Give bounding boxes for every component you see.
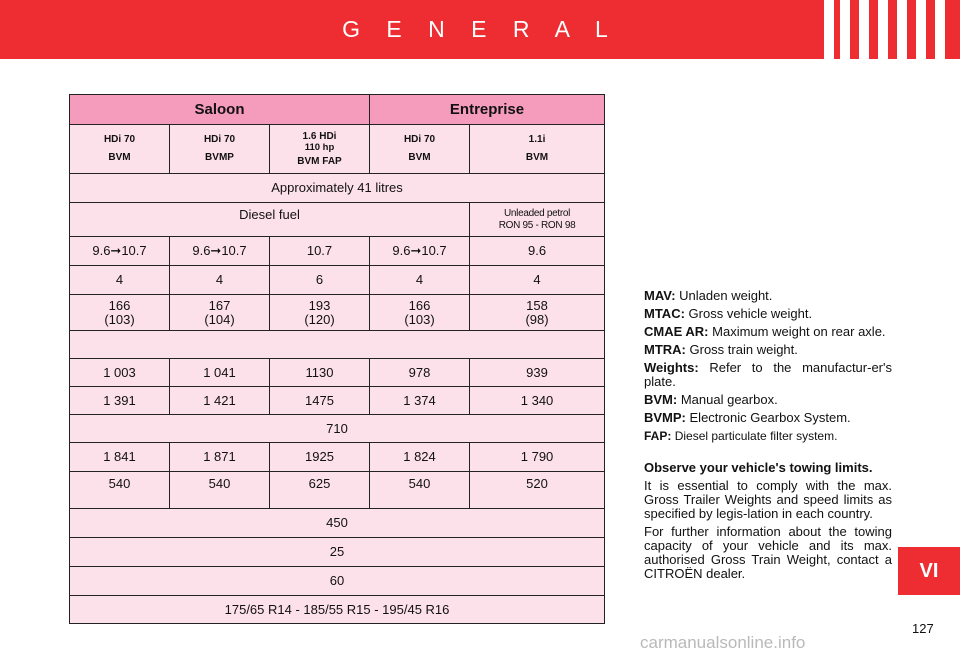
page-number: 127 bbox=[912, 621, 934, 636]
header-stripe bbox=[824, 0, 834, 59]
table-row bbox=[70, 567, 605, 596]
note-item: FAP: Diesel particulate filter system. bbox=[644, 429, 838, 443]
towing-paragraph: For further information about the towing capacity of your vehicle and its max. authorised Gross Train Weight, contact a CITROËN dealer. bbox=[644, 524, 892, 581]
table-row bbox=[70, 472, 605, 509]
group-entreprise: Entreprise bbox=[370, 95, 605, 125]
table-cell: 1 003 bbox=[70, 359, 170, 387]
fuel-row bbox=[70, 203, 605, 237]
variant-cell: HDi 70 BVMP bbox=[170, 125, 270, 174]
table-cell: 1 790 bbox=[470, 443, 605, 472]
table-cell: 9.6➞10.7 bbox=[70, 237, 170, 266]
table-row bbox=[70, 359, 605, 387]
towing-paragraph: It is essential to comply with the max. Gross Trailer Weights and speed limits as specified by legis-lation in each country. bbox=[644, 478, 892, 521]
header-stripe bbox=[878, 0, 888, 59]
table-cell: 166 (103) bbox=[70, 295, 170, 331]
table-cell: 1 871 bbox=[170, 443, 270, 472]
table-cell: 540 bbox=[70, 472, 170, 509]
table-cell: 1925 bbox=[270, 443, 370, 472]
note-item: MTRA: Gross train weight. bbox=[644, 342, 798, 357]
table-cell: 10.7 bbox=[270, 237, 370, 266]
header-stripe bbox=[897, 0, 907, 59]
table-cell: 1475 bbox=[270, 387, 370, 415]
table-cell: 1 391 bbox=[70, 387, 170, 415]
table-cell: 9.6➞10.7 bbox=[170, 237, 270, 266]
table-cell: 450 bbox=[70, 509, 605, 538]
table-cell: 939 bbox=[470, 359, 605, 387]
empty-row bbox=[70, 331, 605, 359]
table-cell: 1 041 bbox=[170, 359, 270, 387]
note-item: CMAE AR: Maximum weight on rear axle. bbox=[644, 324, 886, 339]
variant-cell: HDi 70 BVM bbox=[70, 125, 170, 174]
note-item: BVMP: Electronic Gearbox System. bbox=[644, 410, 851, 425]
table-row bbox=[70, 509, 605, 538]
table-cell: 4 bbox=[70, 266, 170, 295]
table-row bbox=[70, 415, 605, 443]
table-row bbox=[70, 443, 605, 472]
table-cell: 167 (104) bbox=[170, 295, 270, 331]
towing-title: Observe your vehicle's towing limits. bbox=[644, 460, 873, 475]
note-item: MTAC: Gross vehicle weight. bbox=[644, 306, 813, 321]
table-cell: 4 bbox=[370, 266, 470, 295]
table-cell: 520 bbox=[470, 472, 605, 509]
variant-cell: 1.6 HDi 110 hp BVM FAP bbox=[270, 125, 370, 174]
table-row bbox=[70, 295, 605, 331]
empty-cell bbox=[70, 331, 605, 359]
table-row bbox=[70, 237, 605, 266]
header-stripe bbox=[916, 0, 926, 59]
table-cell: 540 bbox=[370, 472, 470, 509]
table-cell: 6 bbox=[270, 266, 370, 295]
page-header bbox=[0, 0, 960, 59]
variant-row bbox=[70, 125, 605, 174]
fuel-diesel-cell: Diesel fuel bbox=[70, 203, 470, 237]
tyres-row bbox=[70, 596, 605, 624]
table-cell: 4 bbox=[170, 266, 270, 295]
header-stripe bbox=[935, 0, 945, 59]
header-stripe bbox=[840, 0, 850, 59]
note-item: MAV: Unladen weight. bbox=[644, 288, 773, 303]
table-cell: 1 374 bbox=[370, 387, 470, 415]
table-cell: 1130 bbox=[270, 359, 370, 387]
chapter-tab: VI bbox=[898, 547, 960, 595]
note-item: BVM: Manual gearbox. bbox=[644, 392, 778, 407]
table-row bbox=[70, 266, 605, 295]
variant-cell: HDi 70 BVM bbox=[370, 125, 470, 174]
abbreviation-notes bbox=[644, 289, 892, 585]
table-cell: 9.6➞10.7 bbox=[370, 237, 470, 266]
table-cell: 9.6 bbox=[470, 237, 605, 266]
section-title: G E N E R A L bbox=[342, 16, 618, 42]
specifications-table bbox=[69, 94, 605, 624]
table-row bbox=[70, 538, 605, 567]
fuel-petrol-cell: Unleaded petrol RON 95 - RON 98 bbox=[470, 203, 605, 237]
note-item: Weights: Refer to the manufactur-er's plate. bbox=[644, 360, 892, 389]
table-cell: 166 (103) bbox=[370, 295, 470, 331]
table-cell: 540 bbox=[170, 472, 270, 509]
tyres-cell: 175/65 R14 - 185/55 R15 - 195/45 R16 bbox=[70, 596, 605, 624]
table-cell: 625 bbox=[270, 472, 370, 509]
table-cell: 158 (98) bbox=[470, 295, 605, 331]
header-stripe bbox=[859, 0, 869, 59]
capacity-row bbox=[70, 174, 605, 203]
table-cell: 710 bbox=[70, 415, 605, 443]
table-cell: 1 421 bbox=[170, 387, 270, 415]
table-cell: 60 bbox=[70, 567, 605, 596]
table-row bbox=[70, 387, 605, 415]
table-cell: 1 340 bbox=[470, 387, 605, 415]
table-cell: 193 (120) bbox=[270, 295, 370, 331]
table-cell: 1 841 bbox=[70, 443, 170, 472]
table-cell: 1 824 bbox=[370, 443, 470, 472]
group-header-row bbox=[70, 95, 605, 125]
table-cell: 25 bbox=[70, 538, 605, 567]
table-cell: 978 bbox=[370, 359, 470, 387]
table-cell: 4 bbox=[470, 266, 605, 295]
watermark: carmanualsonline.info bbox=[640, 633, 806, 652]
capacity-cell: Approximately 41 litres bbox=[70, 174, 605, 203]
variant-cell: 1.1i BVM bbox=[470, 125, 605, 174]
group-saloon: Saloon bbox=[70, 95, 370, 125]
